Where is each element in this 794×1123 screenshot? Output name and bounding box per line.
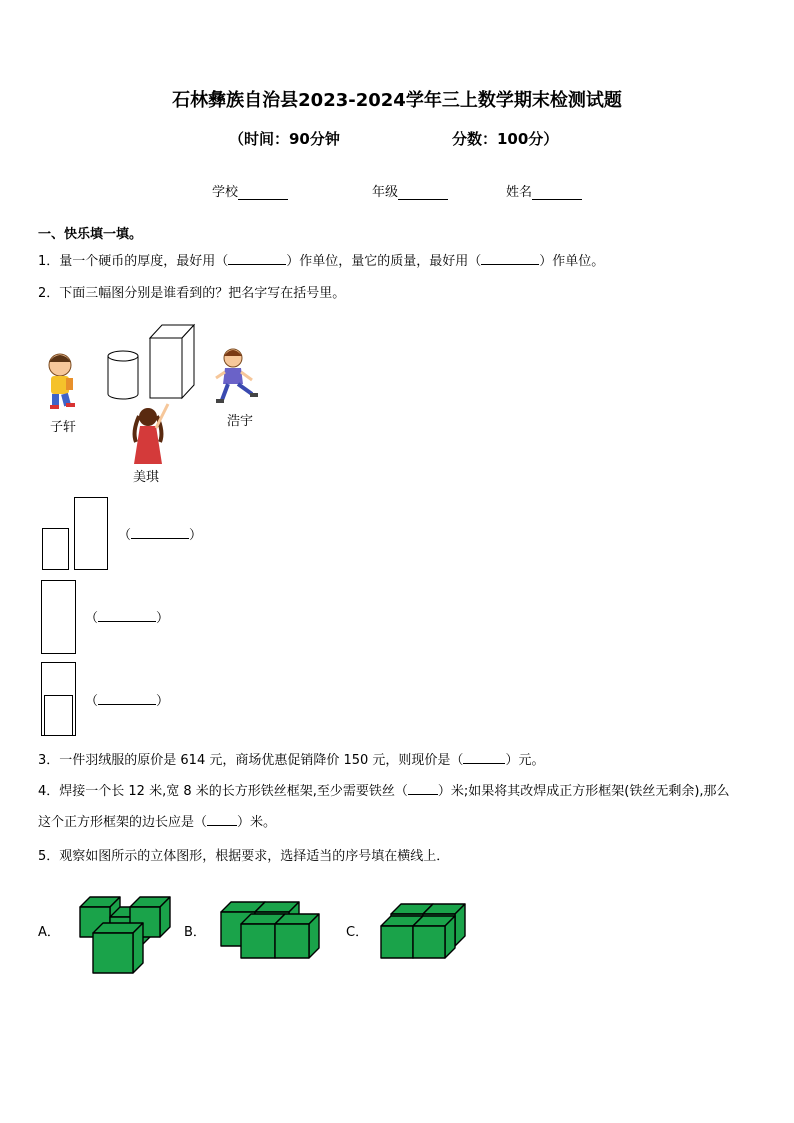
q1-text-b: ）作单位，量它的质量，最好用（ (286, 254, 482, 269)
view-3-blank[interactable] (98, 692, 156, 705)
q4-text-c: 这个正方形框架的边长应是（ (38, 815, 208, 830)
girl-meiqi-figure (134, 404, 168, 464)
boy-haoyu-figure (216, 349, 258, 403)
view-1-drawing (42, 497, 110, 571)
name-zixuan: 子轩 (50, 420, 77, 435)
option-a-label: A． (38, 925, 60, 940)
paren-close: ） (156, 694, 170, 709)
grade-field[interactable] (372, 181, 448, 200)
school-label: 学校 (212, 185, 239, 200)
name-blank[interactable] (532, 185, 582, 200)
scene-illustration (40, 320, 270, 490)
name-haoyu: 浩宇 (227, 414, 254, 429)
cube-block (275, 914, 319, 958)
q4-text-b: ）米;如果将其改焊成正方形框架(铁丝无剩余),那么 (437, 784, 730, 799)
question-1 (38, 250, 604, 269)
question-4-line-1 (38, 780, 730, 799)
paren-open: （ (85, 611, 99, 626)
name-meiqi: 美琪 (133, 470, 160, 485)
option-b-label: B． (184, 925, 206, 940)
view-3-answer[interactable] (85, 690, 169, 709)
option-c-label: C． (346, 925, 369, 940)
q1-text-a: 1．量一个硬币的厚度，最好用（ (38, 254, 229, 269)
school-field[interactable] (212, 181, 288, 200)
page-title: 石林彝族自治县2023-2024学年三上数学期末检测试题 (172, 90, 622, 111)
paren-close: ） (189, 528, 203, 543)
option-b-figure (219, 900, 323, 962)
paren-open: （ (118, 528, 132, 543)
view-2-blank[interactable] (98, 609, 156, 622)
q1-text-c: ）作单位。 (539, 254, 605, 269)
cube-block (93, 923, 143, 973)
total-score: 分数：100分） (452, 130, 559, 148)
view-2-answer[interactable] (85, 607, 169, 626)
q3-text-a: 3．一件羽绒服的原价是 614 元，商场优惠促销降价 150 元，则现价是（ (38, 753, 464, 768)
q4-blank-2[interactable] (207, 813, 237, 826)
q1-blank-2[interactable] (481, 252, 539, 265)
q4-blank-1[interactable] (408, 782, 438, 795)
question-4-line-2 (38, 811, 276, 830)
cylinder-shape (108, 351, 138, 399)
name-field[interactable] (506, 181, 582, 200)
view-1-answer[interactable] (118, 524, 202, 543)
section-title: 一、快乐填一填。 (38, 227, 143, 242)
view-3-drawing (41, 662, 77, 737)
question-3 (38, 749, 544, 768)
option-a-figure (78, 893, 173, 975)
q4-text-d: ）米。 (237, 815, 277, 830)
cuboid-shape (150, 325, 194, 398)
view-1-tall-rect (75, 498, 108, 570)
question-5: 5．观察如图所示的立体图形，根据要求，选择适当的序号填在横线上． (38, 849, 450, 864)
option-c-figure (379, 904, 471, 962)
cube-block (413, 916, 455, 958)
school-blank[interactable] (238, 185, 288, 200)
view-2-rect (42, 581, 76, 654)
boy-zixuan-figure (49, 354, 75, 409)
view-1-blank[interactable] (131, 526, 189, 539)
paren-open: （ (85, 694, 99, 709)
question-2: 2．下面三幅图分别是谁看到的？把名字写在括号里。 (38, 286, 346, 301)
time-limit: （时间：90分钟 (229, 130, 340, 148)
q3-text-b: ）元。 (505, 753, 545, 768)
view-1-small-rect (43, 529, 69, 570)
name-label: 姓名 (506, 185, 533, 200)
q1-blank-1[interactable] (228, 252, 286, 265)
view-2-drawing (41, 580, 77, 655)
grade-label: 年级 (372, 185, 399, 200)
grade-blank[interactable] (398, 185, 448, 200)
view-3-inner-rect (45, 696, 73, 736)
paren-close: ） (156, 611, 170, 626)
q4-text-a: 4．焊接一个长 12 米,宽 8 米的长方形铁丝框架,至少需要铁丝（ (38, 784, 408, 799)
q3-blank[interactable] (463, 751, 505, 764)
